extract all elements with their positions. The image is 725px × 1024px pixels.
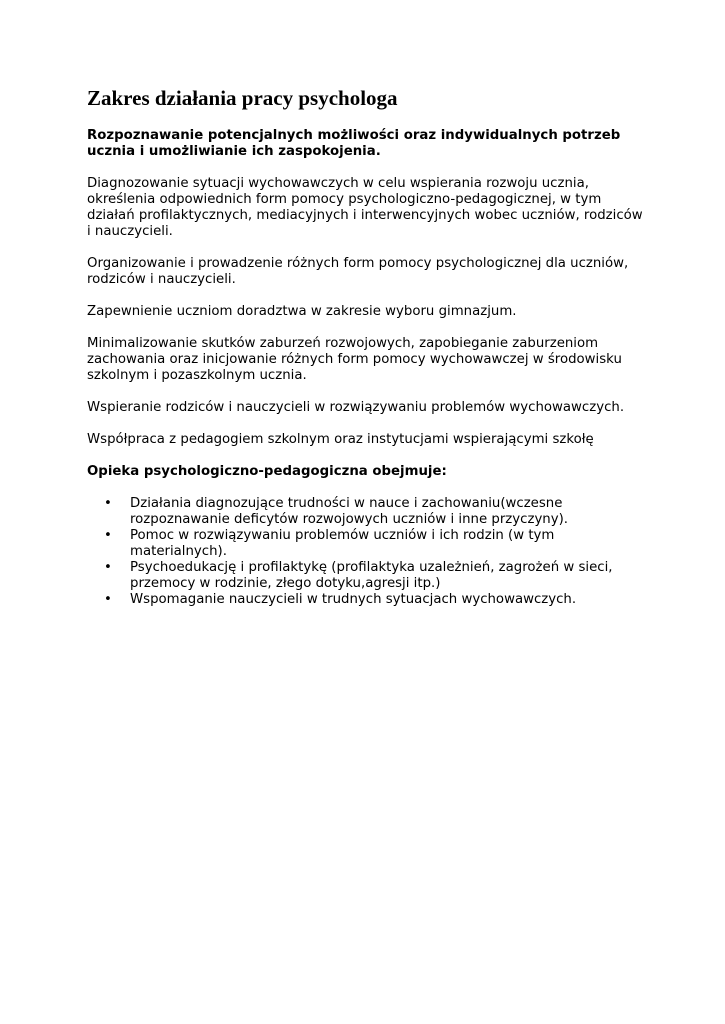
paragraph-cooperation: Współpraca z pedagogiem szkolnym oraz instytucjami wspierającymi szkołę (87, 432, 594, 447)
paragraph-diagnosis: Diagnozowanie sytuacji wychowawczych w celu wspierania rozwoju ucznia, określenia odpowiednich form pomocy psychologiczno-pedagogicznej, w tym działań profilaktycznych, mediacyjnych i interwencyjnych wobec uczniów, rodziców i nauczycieli. (87, 176, 643, 239)
list-item-text: Działania diagnozujące trudności w nauce i zachowaniu(wczesne rozpoznawanie deficytów rozwojowych uczniów i inne przyczyny). (130, 496, 569, 527)
bullet-icon: • (104, 496, 112, 511)
list-item (87, 560, 647, 592)
bullet-icon: • (104, 560, 112, 575)
bullet-icon: • (104, 592, 112, 607)
intro-heading: Rozpoznawanie potencjalnych możliwości oraz indywidualnych potrzeb ucznia i umożliwianie ich zaspokojenia. (87, 128, 621, 159)
paragraph-organizing-help: Organizowanie i prowadzenie różnych form pomocy psychologicznej dla uczniów, rodziców i nauczycieli. (87, 256, 629, 287)
list-item (87, 528, 647, 560)
list-item (87, 592, 647, 608)
care-heading: Opieka psychologiczno-pedagogiczna obejmuje: (87, 464, 447, 479)
list-item (87, 496, 647, 528)
list-item-text: Psychoedukację i profilaktykę (profilaktyka uzależnień, zagrożeń w sieci, przemocy w rodzinie, złego dotyku,agresji itp.) (130, 560, 613, 591)
list-item-text: Pomoc w rozwiązywaniu problemów uczniów i ich rodzin (w tym materialnych). (130, 528, 555, 559)
document-page (87, 84, 647, 608)
document-title: Zakres działania pracy psychologa (87, 86, 398, 110)
care-list (87, 496, 647, 608)
list-item-text: Wspomaganie nauczycieli w trudnych sytuacjach wychowawczych. (130, 592, 577, 607)
bullet-icon: • (104, 528, 112, 543)
paragraph-minimizing-disorders: Minimalizowanie skutków zaburzeń rozwojowych, zapobieganie zaburzeniom zachowania oraz inicjowanie różnych form pomocy wychowawczej w środowisku szkolnym i pozaszkolnym ucznia. (87, 336, 622, 383)
paragraph-supporting-parents: Wspieranie rodziców i nauczycieli w rozwiązywaniu problemów wychowawczych. (87, 400, 625, 415)
paragraph-counseling: Zapewnienie uczniom doradztwa w zakresie wyboru gimnazjum. (87, 304, 517, 319)
